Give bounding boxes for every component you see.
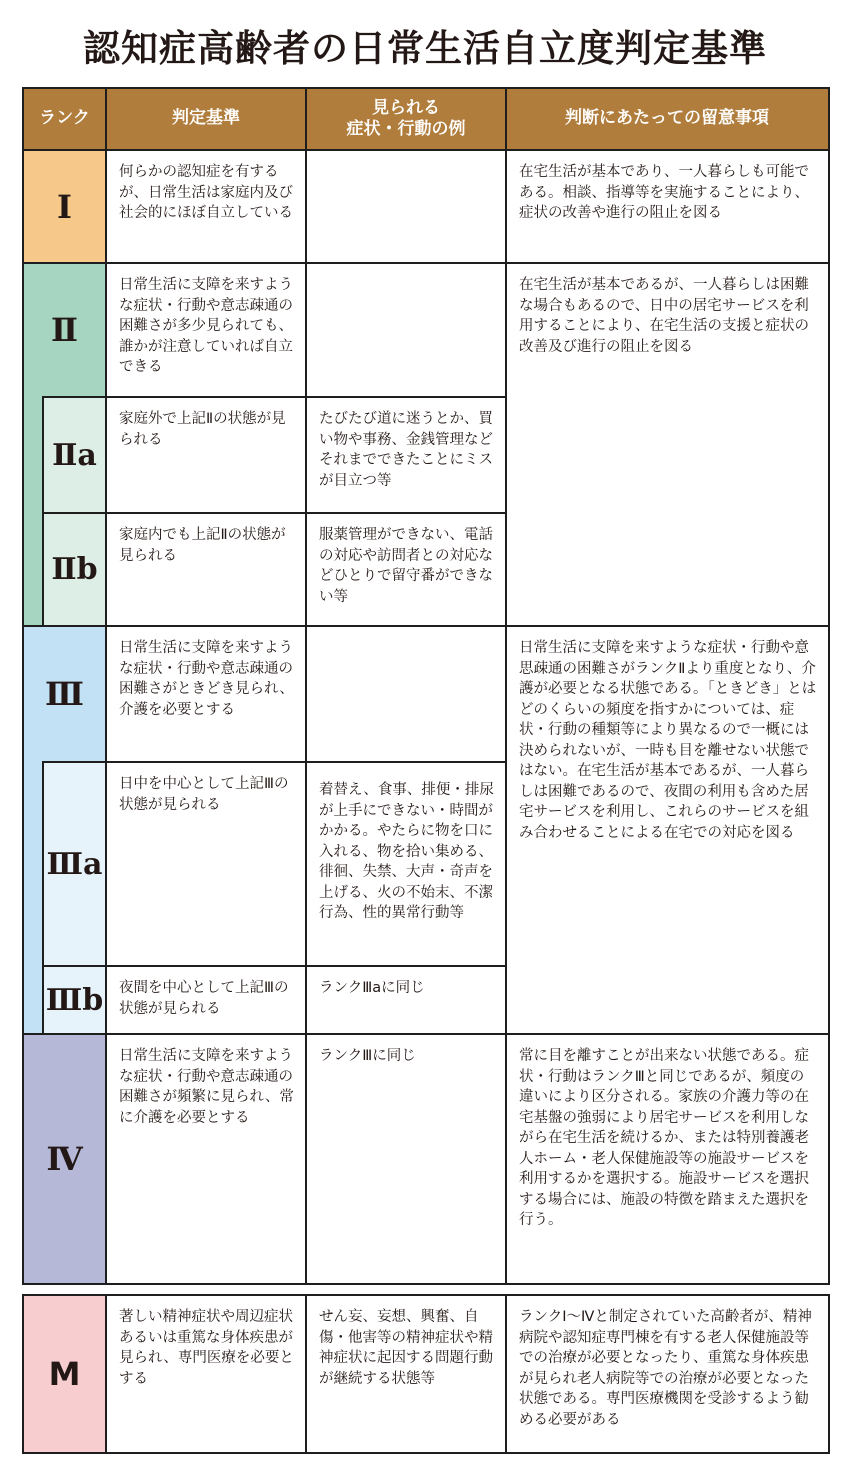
rank-III-label: Ⅲ xyxy=(45,675,84,713)
grid-line xyxy=(42,512,506,514)
table-border xyxy=(22,1294,830,1454)
grid-line xyxy=(105,1295,107,1453)
rank-M-notes: ランクⅠ～Ⅳと制定されていた高齢者が、精神病院や認知症専門棟を有する老人保健施設等での治療が必要となったり、重篤な身体疾患が見られ老人病院等での治療が必要となった状態である。専門医療機関を受診するよう勧める必要がある xyxy=(519,1309,812,1428)
rank-II-criteria: 日常生活に支障を来すような症状・行動や意志疎通の困難さが多少見られても、誰かが注意していれば自立できる xyxy=(119,277,293,375)
grid-line xyxy=(105,88,107,1283)
header-rank: ランク xyxy=(23,88,106,150)
header-symptoms: 見られる 症状・行動の例 xyxy=(306,88,506,150)
grid-line xyxy=(505,1295,507,1453)
rank-IV-notes: 常に目を離すことが出来ない状態である。症状・行動はランクⅢと同じであるが、頻度の違いにより区分される。家族の介護力等の在宅基盤の強弱により居宅サービスを利用しながら在宅生活を続けるか、または特別養護老人ホーム・老人保健施設等の施設サービスを利用するかを選択する。施設サービスを選択する場合には、施設の特徴を踏まえた選択を行う。 xyxy=(519,1048,809,1228)
rank-I-notes: 在宅生活が基本であり、一人暮らしも可能である。相談、指導等を実施することにより、症状の改善や進行の阻止を図る xyxy=(519,164,809,221)
rank-IV-symptoms: ランクⅢに同じ xyxy=(319,1048,416,1064)
grid-line xyxy=(505,88,507,1283)
grid-line xyxy=(23,625,829,627)
rank-IIIa-label: Ⅲa xyxy=(46,846,103,882)
rank-IIa-label: Ⅱa xyxy=(52,437,97,473)
page-title: 認知症高齢者の日常生活自立度判定基準 xyxy=(83,27,767,70)
rank-IIa-symptoms: たびたび道に迷うとか、買い物や事務、金銭管理などそれまでできたことにミスが目立つ等 xyxy=(319,411,493,489)
rank-IV-label: Ⅳ xyxy=(46,1139,83,1178)
rank-IIIb-symptoms: ランクⅢaに同じ xyxy=(319,980,425,996)
rank-M-criteria: 著しい精神症状や周辺症状あるいは重篤な身体疾患が見られ、専門医療を必要とする xyxy=(119,1309,294,1387)
rank-M-label: M xyxy=(48,1354,81,1393)
rank-II-label: Ⅱ xyxy=(51,311,78,349)
rank-III-notes: 日常生活に支障を来すような症状・行動や意思疎通の困難さがランクⅡより重度となり、介護が必要となる状態である。「ときどき」とはどのくらいの頻度を指すかについては、症状・行動の種類等により異なるので一概には決められないが、一時も目を離せない状態ではない。在宅生活が基本であるが、一人暮らしは困難であるので、夜間の利用も含めた居宅サービスを利用し、これらのサービスを組み合わせることによる在宅での対応を図る xyxy=(519,640,817,841)
rank-I-label: Ⅰ xyxy=(57,187,72,226)
rank-IIb-symptoms: 服薬管理ができない、電話の対応や訪問者との対応などひとりで留守番ができない等 xyxy=(319,527,493,605)
grid-line xyxy=(23,1033,829,1035)
grid-line xyxy=(305,88,307,1283)
rank-IIIb-criteria: 夜間を中心として上記Ⅲの状態が見られる xyxy=(119,980,289,1017)
grid-line xyxy=(42,761,506,763)
rank-IIa-criteria: 家庭外で上記Ⅱの状態が見られる xyxy=(119,411,286,448)
rank-IIIa-symptoms: 着替え、食事、排便・排尿が上手にできない・時間がかかる。やたらに物を口に入れる、物を拾い集める、徘徊、失禁、大声・奇声を上げる、火の不始末、不潔行為、性的異常行動等 xyxy=(319,782,494,921)
rank-M-symptoms: せん妄、妄想、興奮、自傷・他害等の精神症状や精神症状に起因する問題行動が継続する状態等 xyxy=(319,1309,493,1387)
rank-IIb-label: Ⅱb xyxy=(51,552,98,587)
rank-III-criteria: 日常生活に支障を来すような症状・行動や意志疎通の困難さがときどき見られ、介護を必要とする xyxy=(119,640,294,718)
grid-line xyxy=(42,396,506,398)
grid-line xyxy=(42,762,44,1034)
header-notes: 判断にあたっての留意事項 xyxy=(506,88,828,150)
rank-I-criteria: 何らかの認知症を有するが、日常生活は家庭内及び社会的にほぼ自立している xyxy=(119,164,293,221)
rank-II-notes: 在宅生活が基本であるが、一人暮らしは困難な場合もあるので、日中の居宅サービスを利用することにより、在宅生活の支援と症状の改善及び進行の阻止を図る xyxy=(519,277,809,355)
grid-line xyxy=(42,965,506,967)
rank-IIIa-criteria: 日中を中心として上記Ⅲの状態が見られる xyxy=(119,776,289,813)
grid-line xyxy=(305,1295,307,1453)
rank-IIIb-label: Ⅲb xyxy=(45,982,104,1018)
rank-IV-criteria: 日常生活に支障を来すような症状・行動や意志疎通の困難さが頻繁に見られ、常に介護を必要とする xyxy=(119,1048,294,1126)
grid-line xyxy=(23,149,829,151)
header-criteria: 判定基準 xyxy=(106,88,306,150)
table-border xyxy=(22,87,830,1285)
rank-IIb-criteria: 家庭内でも上記Ⅱの状態が見られる xyxy=(119,527,286,564)
grid-line xyxy=(23,262,829,264)
